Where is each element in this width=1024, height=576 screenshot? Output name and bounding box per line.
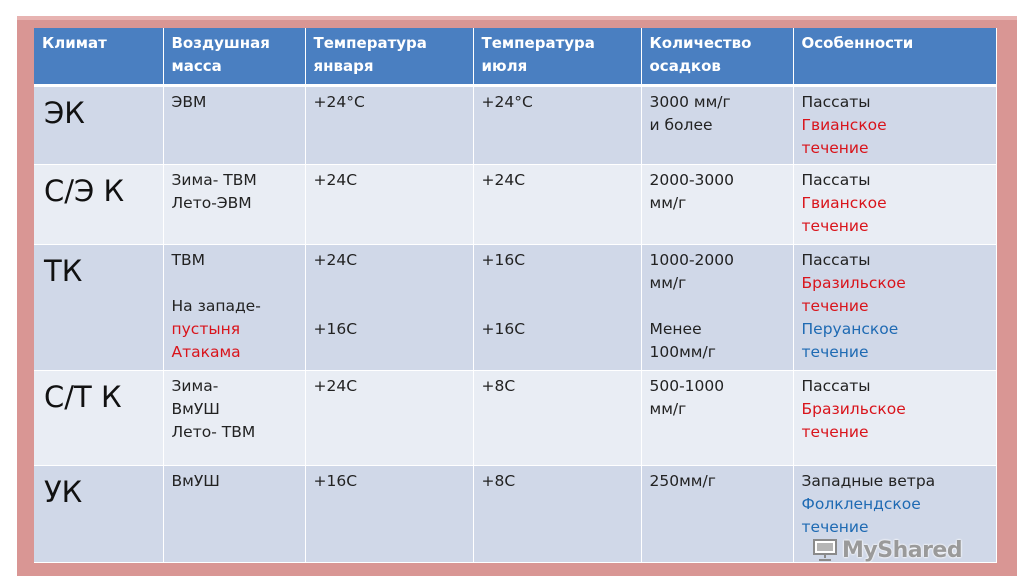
climate-code: С/Э К — [34, 164, 163, 244]
header-temp-july: Температура июля — [473, 28, 641, 85]
features-cell: Пассаты Гвианское течение — [793, 164, 996, 244]
precipitation-cell: 2000-3000 мм/г — [641, 164, 793, 244]
temp-january-cell: +24°С — [305, 85, 473, 164]
air-mass-cell: Зима- ТВМ Лето-ЭВМ — [163, 164, 305, 244]
temp-january-cell: +16С — [305, 465, 473, 562]
table-row-stk — [34, 370, 996, 465]
header-temp-january: Температура января — [305, 28, 473, 85]
features-cell: Западные ветра Фолклендское течение — [793, 465, 996, 562]
temp-july-cell: +16С +16С — [473, 244, 641, 370]
header-features: Особенности — [793, 28, 996, 85]
temp-january-cell: +24С +16С — [305, 244, 473, 370]
climate-table — [34, 28, 997, 563]
temp-july-cell: +24С — [473, 164, 641, 244]
air-mass-cell: ВмУШ — [163, 465, 305, 562]
temp-january-cell: +24С — [305, 370, 473, 465]
air-mass-cell: Зима- ВмУШ Лето- ТВМ — [163, 370, 305, 465]
header-climate: Климат — [34, 28, 163, 85]
myshared-watermark — [812, 536, 980, 564]
precipitation-cell: 500-1000 мм/г — [641, 370, 793, 465]
precipitation-cell: 250мм/г — [641, 465, 793, 562]
presentation-screen-icon — [812, 539, 838, 561]
table-row-sek — [34, 164, 996, 244]
header-air-mass: Воздушная масса — [163, 28, 305, 85]
features-cell: Пассаты Бразильское течение — [793, 370, 996, 465]
climate-code: С/Т К — [34, 370, 163, 465]
climate-code: ЭК — [34, 85, 163, 164]
watermark-text: MyShared — [842, 537, 963, 563]
climate-code: ТК — [34, 244, 163, 370]
features-cell: Пассаты Гвианское течение — [793, 85, 996, 164]
header-precipitation: Количество осадков — [641, 28, 793, 85]
slide-top-edge — [17, 16, 1017, 20]
temp-july-cell: +8С — [473, 370, 641, 465]
precipitation-cell: 1000-2000 мм/г Менее 100мм/г — [641, 244, 793, 370]
temp-july-cell: +8С — [473, 465, 641, 562]
table-row-tk — [34, 244, 996, 370]
temp-january-cell: +24С — [305, 164, 473, 244]
air-mass-cell: ЭВМ — [163, 85, 305, 164]
air-mass-cell: ТВМ На западе- пустыня Атакама — [163, 244, 305, 370]
climate-code: УК — [34, 465, 163, 562]
table-header-row — [34, 28, 996, 85]
features-cell: Пассаты Бразильское течение Перуанское течение — [793, 244, 996, 370]
temp-july-cell: +24°С — [473, 85, 641, 164]
precipitation-cell: 3000 мм/г и более — [641, 85, 793, 164]
table-row-ek — [34, 85, 996, 164]
